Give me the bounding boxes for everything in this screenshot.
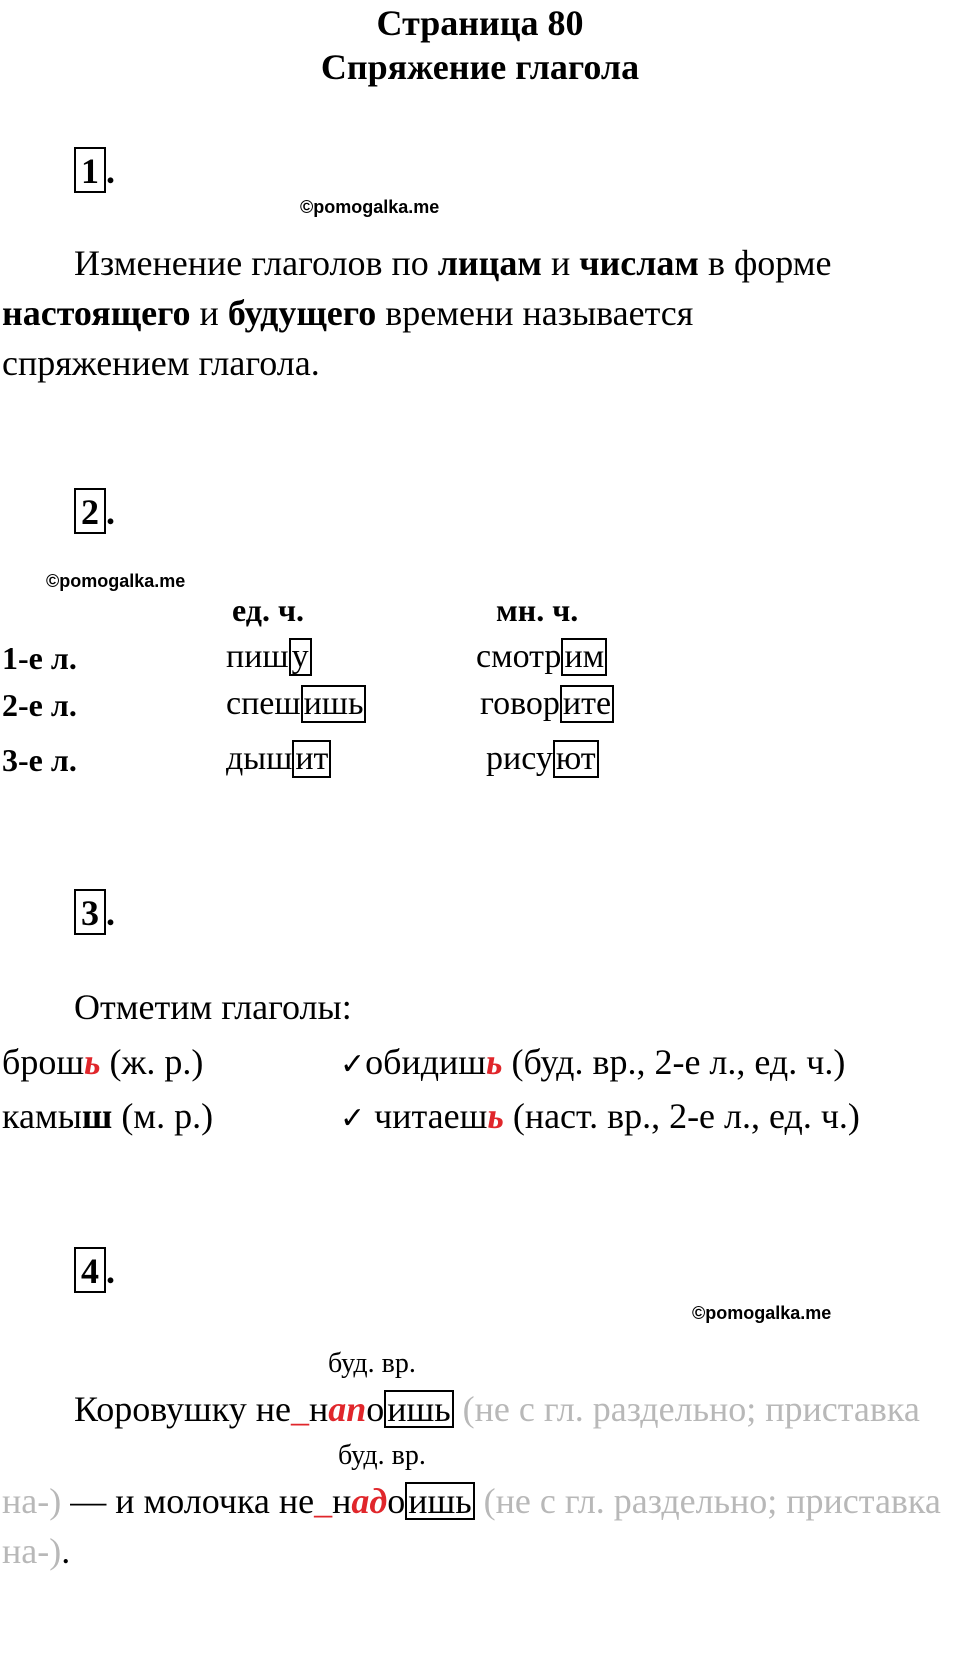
exercise-2-number: 2 . bbox=[74, 488, 115, 534]
check-icon: ✓ bbox=[340, 1101, 366, 1136]
column-singular: ед. ч. bbox=[232, 592, 305, 628]
person-label: 2-е л. bbox=[2, 687, 77, 723]
tense-label-1: буд. вр. bbox=[328, 1348, 416, 1379]
watermark: ©pomogalka.me bbox=[692, 1303, 832, 1323]
page-title: Страница 80 bbox=[376, 3, 584, 43]
ending-box: ишь bbox=[384, 1390, 453, 1428]
sg-form: пишу bbox=[226, 638, 312, 676]
ex1-line-3: спряжением глагола. bbox=[2, 343, 320, 383]
column-plural: мн. ч. bbox=[496, 592, 579, 628]
pl-form: смотрим bbox=[476, 638, 607, 676]
topic-title: Спряжение глагола bbox=[320, 47, 640, 87]
ex4-line-3: на-). bbox=[2, 1531, 71, 1571]
ex1-line-2: настоящего и будущего времени называется bbox=[2, 293, 694, 333]
pl-form: говорите bbox=[480, 685, 614, 723]
pl-form: рисуют bbox=[486, 740, 599, 778]
check-icon: ✓ bbox=[340, 1047, 366, 1082]
watermark: ©pomogalka.me bbox=[300, 197, 440, 217]
ex3-right-1: ✓обидишь (буд. вр., 2-е л., ед. ч.) bbox=[340, 1042, 846, 1082]
ex4-line-2: на-) — и молочка не_надоишь (не с гл. раздельно; приставка bbox=[2, 1481, 941, 1521]
ending-box: им bbox=[561, 638, 607, 676]
exercise-1-number: 1 . bbox=[74, 147, 115, 193]
watermark: ©pomogalka.me bbox=[46, 571, 186, 591]
sg-form: дышит bbox=[226, 740, 331, 778]
person-label: 3-е л. bbox=[2, 742, 77, 778]
sg-form: спешишь bbox=[226, 685, 366, 723]
ending-box: ишь bbox=[405, 1482, 474, 1520]
ex3-intro: Отметим глаголы: bbox=[74, 987, 352, 1027]
tense-label-2: буд. вр. bbox=[338, 1440, 426, 1471]
ending-box: ют bbox=[553, 740, 599, 778]
ex3-left-1: брошь (ж. р.) bbox=[2, 1042, 204, 1082]
ex4-line-1: Коровушку не_напоишь (не с гл. раздельно; приставка bbox=[74, 1389, 920, 1429]
ex1-line-1: Изменение глаголов по лицам и числам в форме bbox=[74, 243, 832, 283]
ending-box: ит bbox=[292, 740, 331, 778]
ex3-right-2: ✓ читаешь (наст. вр., 2-е л., ед. ч.) bbox=[340, 1096, 860, 1136]
ex3-left-2: камыш (м. р.) bbox=[2, 1096, 214, 1136]
exercise-4-number: 4 . bbox=[74, 1247, 115, 1293]
exercise-3-number: 3 . bbox=[74, 889, 115, 935]
ending-box: ите bbox=[560, 685, 614, 723]
person-label: 1-е л. bbox=[2, 640, 77, 676]
ending-box: у bbox=[289, 638, 312, 676]
ending-box: ишь bbox=[301, 685, 367, 723]
